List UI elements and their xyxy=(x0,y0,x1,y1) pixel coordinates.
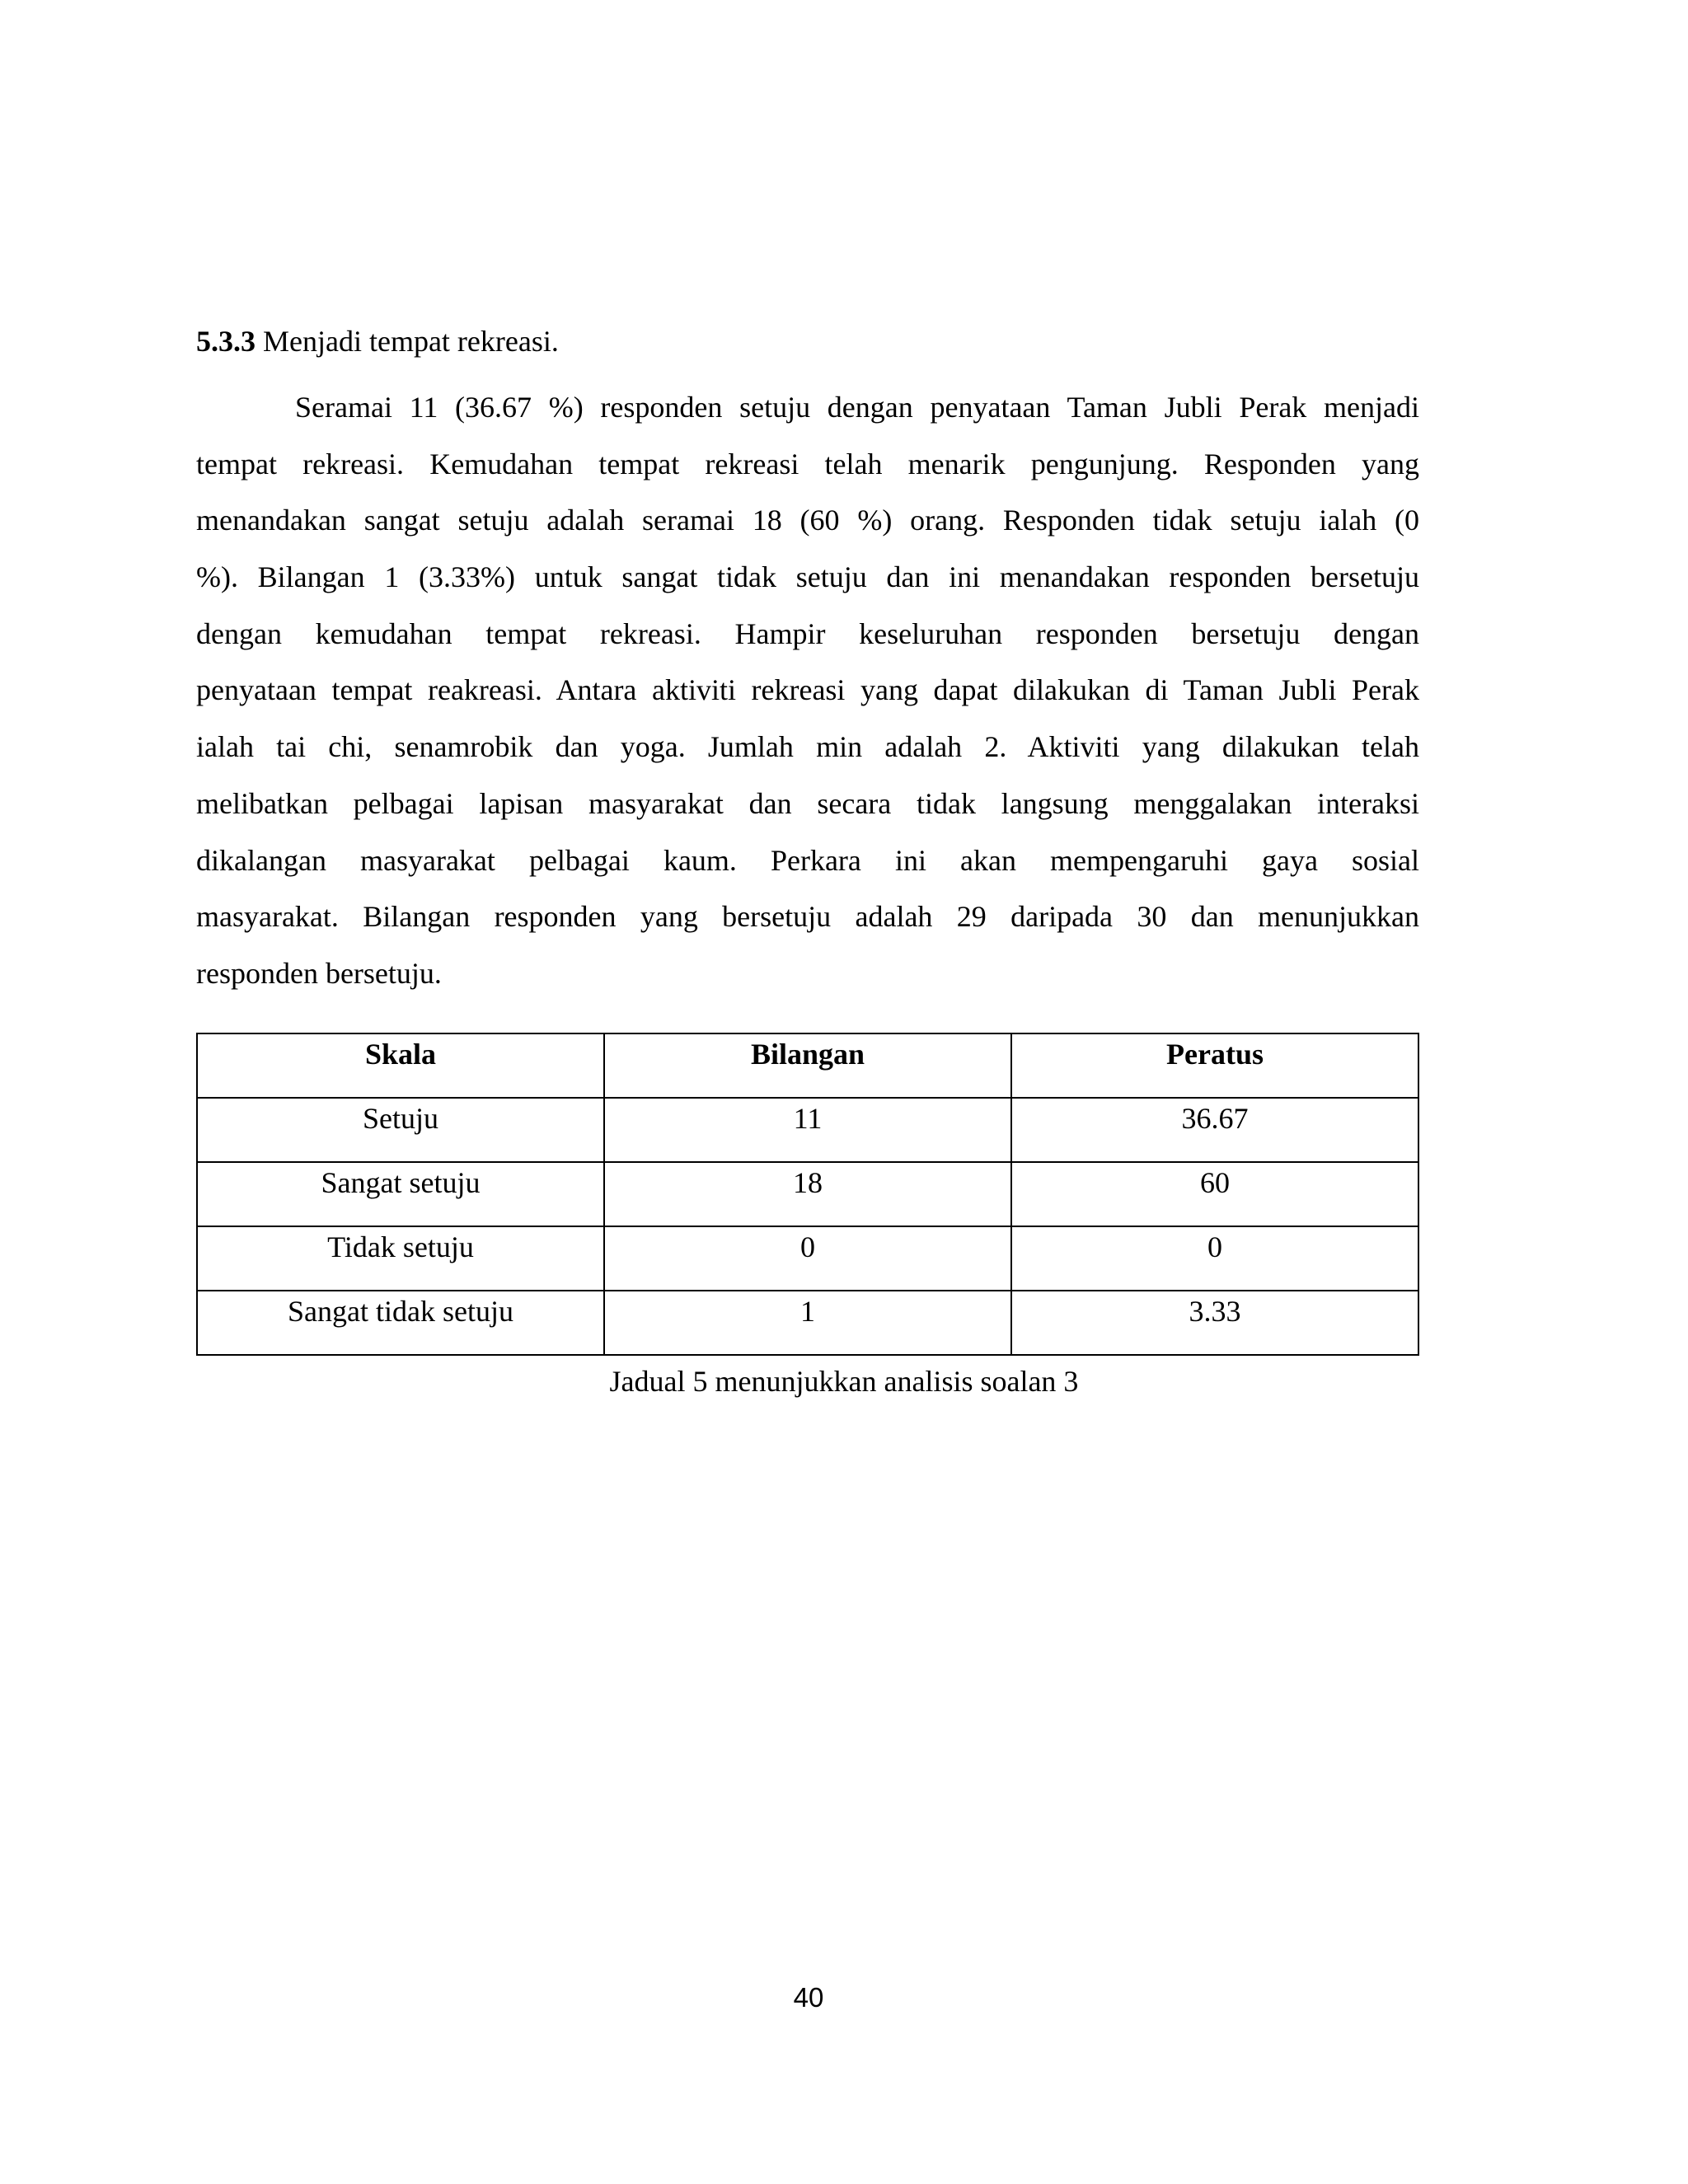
table-row xyxy=(197,1098,1418,1162)
cell-peratus: 36.67 xyxy=(1011,1098,1418,1162)
header-peratus: Peratus xyxy=(1011,1033,1418,1098)
paragraph-line: responden bersetuju. xyxy=(196,956,442,990)
cell-skala: Setuju xyxy=(197,1098,604,1162)
table-row xyxy=(197,1291,1418,1355)
table-header-row xyxy=(197,1033,1418,1098)
section-heading xyxy=(196,321,559,361)
table-row xyxy=(197,1162,1418,1226)
cell-peratus: 3.33 xyxy=(1011,1291,1418,1355)
cell-skala: Tidak setuju xyxy=(197,1226,604,1291)
paragraph-line: penyataan tempat reakreasi. Antara aktiviti rekreasi yang dapat dilakukan di Taman Jubli Perak xyxy=(196,673,1419,707)
section-title: Menjadi tempat rekreasi. xyxy=(263,325,559,358)
header-bilangan: Bilangan xyxy=(604,1033,1011,1098)
paragraph-line: dikalangan masyarakat pelbagai kaum. Perkara ini akan mempengaruhi gaya sosial xyxy=(196,843,1419,877)
cell-bilangan: 18 xyxy=(604,1162,1011,1226)
paragraph-line: tempat rekreasi. Kemudahan tempat rekreasi telah menarik pengunjung. Responden yang xyxy=(196,447,1419,480)
paragraph-line: dengan kemudahan tempat rekreasi. Hampir keseluruhan responden bersetuju dengan xyxy=(196,616,1419,650)
paragraph-line: masyarakat. Bilangan responden yang bersetuju adalah 29 daripada 30 dan menunjukkan xyxy=(196,900,1419,934)
paragraph-line: melibatkan pelbagai lapisan masyarakat dan secara tidak langsung menggalakan interaksi xyxy=(196,786,1419,820)
paragraph-line: %). Bilangan 1 (3.33%) untuk sangat tidak setuju dan ini menandakan responden bersetuju xyxy=(196,560,1419,594)
paragraph-line: menandakan sangat setuju adalah seramai 18 (60 %) orang. Responden tidak setuju ialah (0 xyxy=(196,504,1419,537)
cell-peratus: 60 xyxy=(1011,1162,1418,1226)
paragraph-line: Seramai 11 (36.67 %) responden setuju dengan penyataan Taman Jubli Perak menjadi xyxy=(295,391,1419,424)
cell-skala: Sangat setuju xyxy=(197,1162,604,1226)
header-skala: Skala xyxy=(197,1033,604,1098)
paragraph-line: ialah tai chi, senamrobik dan yoga. Jumlah min adalah 2. Aktiviti yang dilakukan telah xyxy=(196,730,1419,764)
analysis-table xyxy=(196,1033,1419,1356)
body-paragraph xyxy=(196,387,1419,1010)
table-row xyxy=(197,1226,1418,1291)
cell-bilangan: 0 xyxy=(604,1226,1011,1291)
cell-bilangan: 1 xyxy=(604,1291,1011,1355)
table-caption: Jadual 5 menunjukkan analisis soalan 3 xyxy=(609,1365,1079,1398)
cell-skala: Sangat tidak setuju xyxy=(197,1291,604,1355)
section-number: 5.3.3 xyxy=(196,325,256,358)
cell-peratus: 0 xyxy=(1011,1226,1418,1291)
page-number: 40 xyxy=(793,1982,824,2013)
cell-bilangan: 11 xyxy=(604,1098,1011,1162)
